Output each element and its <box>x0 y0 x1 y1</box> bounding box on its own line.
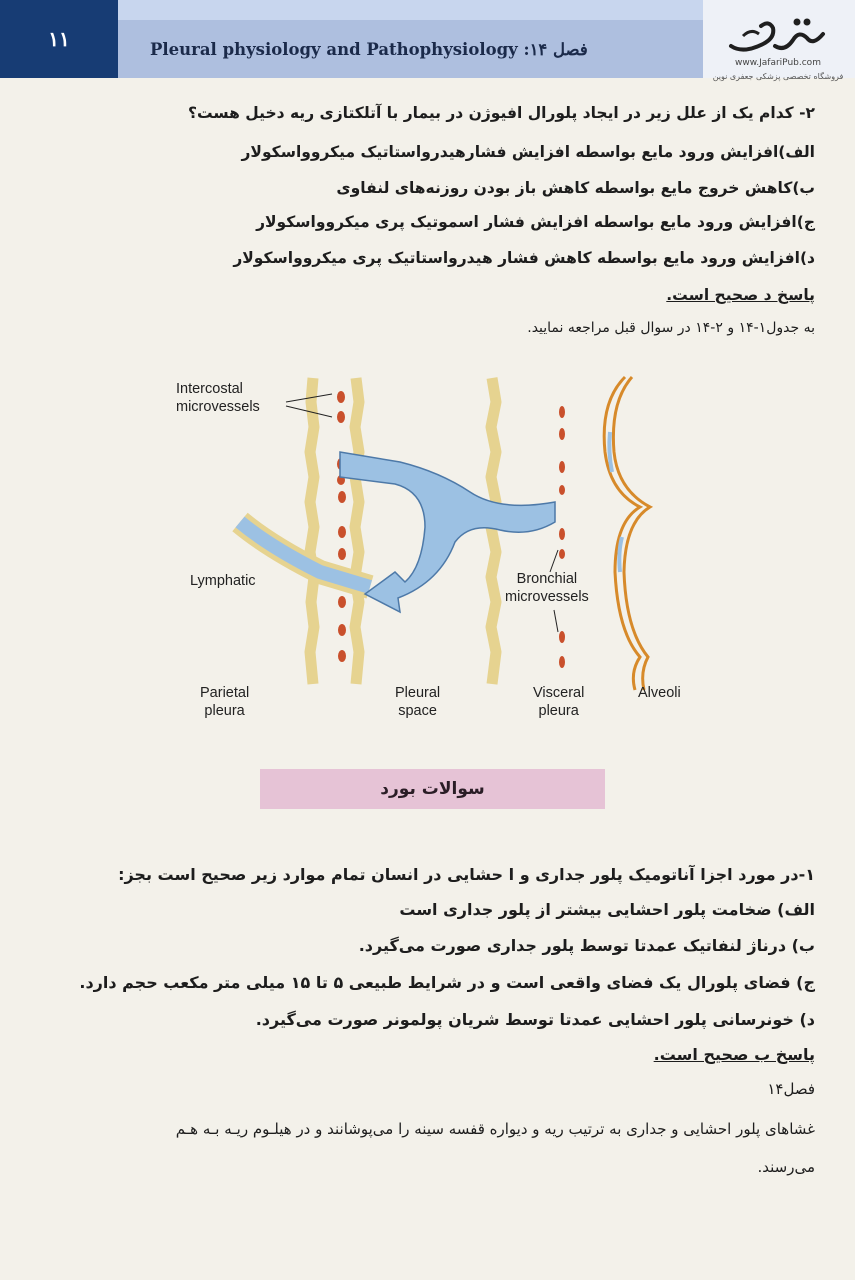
label-visceral-line1: Visceral <box>533 685 585 701</box>
question2-option-c: ج)افزایش ورود مایع بواسطه افزایش فشار اسموتیک پری میکروواسکولار <box>256 213 815 231</box>
page-header <box>0 0 855 81</box>
question2-option-d: د)افزایش ورود مایع بواسطه کاهش فشار هیدرواستاتیک پری میکروواسکولار <box>233 249 815 267</box>
explanation-line2: می‌رسند. <box>757 1158 815 1176</box>
label-lymphatic: Lymphatic <box>190 573 256 589</box>
label-intercostal-line2: microvessels <box>176 399 260 416</box>
label-pleural-space-line2: space <box>398 703 437 720</box>
chapter-reference: فصل۱۴ <box>767 1080 815 1098</box>
explanation-line1: غشاهای پلور احشایی و جداری به ترتیب ریه و دیواره قفسه سینه را می‌پوشانند و در هیلـوم ریـه بـه هـم <box>175 1120 815 1138</box>
label-parietal <box>200 684 249 720</box>
label-bronchial-line2: microvessels <box>505 589 589 606</box>
label-visceral <box>533 684 584 720</box>
question2-option-b: ب)کاهش خروج مایع بواسطه کاهش باز بودن روزنه‌های لنفاوی <box>336 179 815 197</box>
pleura-diagram <box>170 372 690 727</box>
label-visceral-line2: pleura <box>538 703 579 720</box>
label-intercostal <box>176 380 260 416</box>
question2-answer: پاسخ د صحیح است. <box>666 286 815 304</box>
parietal-pleura-strand <box>310 378 314 684</box>
question2-stem: ۲- کدام یک از علل زیر در ایجاد پلورال افیوژن در بیمار با آتلکتازی ریه دخیل هست؟ <box>187 104 815 122</box>
question1-stem: ۱-در مورد اجزا آناتومیک پلور جداری و ا حشایی در انسان تمام موارد زیر صحیح است بجز: <box>118 865 815 884</box>
label-intercostal-line1: Intercostal <box>176 381 243 397</box>
section-title: سوالات بورد <box>260 769 605 809</box>
question1-option-c: ج) فضای پلورال یک فضای واقعی است و در شرایط طبیعی ۵ تا ۱۵ میلی متر مکعب حجم دارد. <box>79 973 815 992</box>
label-bronchial-line1: Bronchial <box>516 571 578 587</box>
question2-option-a: الف)افزایش ورود مایع بواسطه افزایش فشارهیدرواستاتیک میکروواسکولار <box>241 143 815 161</box>
label-bronchial <box>505 570 589 606</box>
logo-store-name: فروشگاه تخصصی پزشکی جعفری نوین <box>712 72 844 81</box>
question1-option-d: د) خونرسانی پلور احشایی عمدتا توسط شریان پولمونر صورت می‌گیرد. <box>255 1010 815 1029</box>
label-parietal-line2: pleura <box>204 703 245 720</box>
pleura-diagram-svg <box>170 372 690 727</box>
page-number: ۱۱ <box>0 0 118 78</box>
alveoli-fluid <box>609 432 612 472</box>
alveoli-fluid-2 <box>619 537 622 572</box>
question1-option-a: الف) ضخامت پلور احشایی بیشتر از پلور جداری است <box>399 900 815 919</box>
label-pleural-space-line1: Pleural <box>395 685 441 701</box>
header-band <box>118 0 703 78</box>
logo-url: www.JafariPub.com <box>735 58 821 68</box>
question2-note: به جدول۱-۱۴ و ۲-۱۴ در سوال قبل مراجعه نمایید. <box>527 320 815 336</box>
visceral-pleura-strand <box>491 378 496 684</box>
chapter-title: Pleural physiology and Pathophysiology :فصل ۱۴ <box>150 40 588 59</box>
alveoli-wall <box>604 377 640 690</box>
logo-mark-icon <box>723 10 833 60</box>
label-pleural-space <box>395 684 440 720</box>
intercostal-vessels <box>337 391 346 662</box>
label-alveoli: Alveoli <box>638 685 681 701</box>
publisher-logo <box>703 10 853 102</box>
label-parietal-line1: Parietal <box>200 685 250 701</box>
parietal-pleura-strand-2 <box>355 378 359 684</box>
question1-option-b: ب) درناژ لنفاتیک عمدتا توسط پلور جداری صورت می‌گیرد. <box>358 936 815 955</box>
bronchial-vessels <box>559 406 565 668</box>
question1-answer: پاسخ ب صحیح است. <box>653 1045 815 1064</box>
